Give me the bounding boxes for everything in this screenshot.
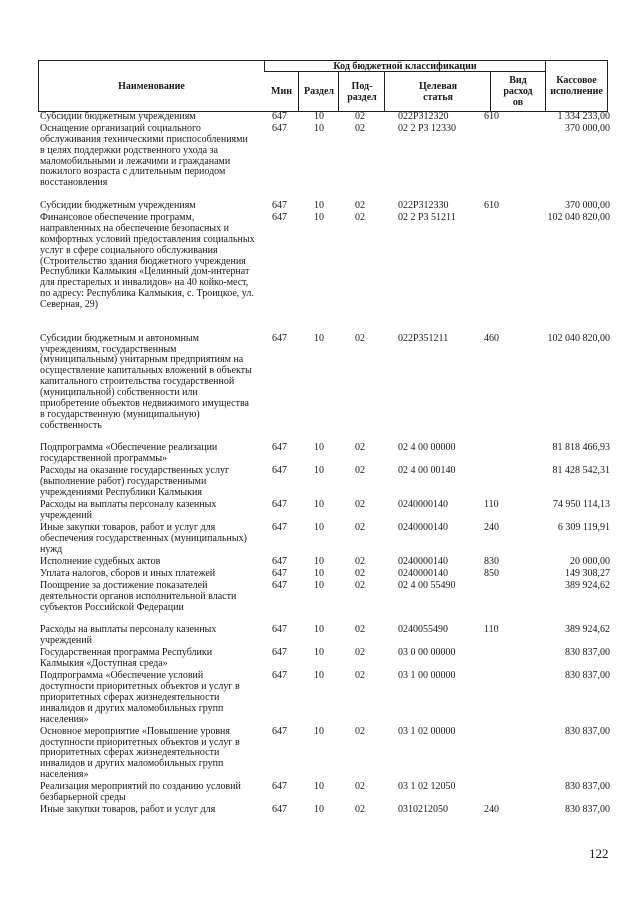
cell-stat: 0240000140 (398, 522, 448, 533)
table-row (40, 557, 610, 569)
cell-min: 647 (272, 555, 287, 567)
header-divider (384, 71, 385, 111)
table-row (40, 466, 610, 500)
cell-podrazdel: 02 (355, 624, 365, 636)
cell-podrazdel: 02 (355, 725, 365, 737)
cell-min: 647 (272, 781, 287, 793)
cell-amount: 102 040 820,00 (547, 212, 610, 224)
cell-podrazdel: 02 (355, 803, 365, 815)
cell-razdel: 10 (314, 725, 324, 737)
cell-amount: 370 000,00 (565, 123, 610, 135)
cell-razdel: 10 (314, 803, 324, 815)
cell-razdel: 10 (314, 111, 324, 122)
cell-stat: 03 1 00 00000 (398, 670, 456, 682)
row-name: Подпрограмма «Обеспечение реализации государственной программы» (40, 442, 218, 465)
cell-razdel: 10 (314, 123, 324, 135)
cell-razdel: 10 (314, 624, 324, 636)
row-name: Финансовое обеспечение программ, направленных на обеспечение безопасных и комфортных условий предоставления социальных услуг в сфере социального обслуживания (Строительство здания бюджетного учреждения Республики Калмыкия «Целинный дом-интернат для престарелых и инвалидов» на 40 койко-мест, по адресу: Республика Калмыкия, с. Троицкое, ул. Северная, 29) (40, 212, 255, 310)
cell-vid: 830 (484, 555, 499, 567)
cell-min: 647 (272, 567, 287, 579)
cell-podrazdel: 02 (355, 332, 365, 344)
cell-razdel: 10 (314, 670, 324, 682)
cell-vid: 460 (484, 332, 499, 344)
header-kassa: Кассовое исполнение (545, 61, 607, 111)
row-name: Иные закупки товаров, работ и услуг для (40, 803, 216, 815)
cell-vid: 850 (484, 567, 499, 579)
header-divider (298, 71, 299, 111)
cell-stat: 0240000140 (398, 555, 448, 567)
cell-podrazdel: 02 (355, 670, 365, 682)
cell-stat: 022Р312330 (398, 200, 449, 212)
cell-razdel: 10 (314, 579, 324, 591)
cell-razdel: 10 (314, 567, 324, 579)
row-name: Уплата налогов, сборов и иных платежей (40, 567, 216, 579)
cell-stat: 022Р312320 (398, 111, 449, 122)
cell-amount: 102 040 820,00 (547, 332, 610, 344)
cell-vid: 110 (484, 499, 499, 511)
cell-vid: 610 (484, 111, 499, 122)
cell-podrazdel: 02 (355, 499, 365, 511)
cell-min: 647 (272, 624, 287, 636)
cell-podrazdel: 02 (355, 522, 365, 533)
row-name: Иные закупки товаров, работ и услуг для обеспечения государственных (муниципальных) нужд (40, 522, 247, 555)
cell-razdel: 10 (314, 200, 324, 212)
cell-amount: 149 308,27 (565, 567, 610, 579)
header-stat: Целевая статья (418, 80, 458, 103)
cell-stat: 022Р351211 (398, 332, 449, 344)
cell-podrazdel: 02 (355, 579, 365, 591)
cell-amount: 74 950 114,13 (552, 499, 610, 511)
cell-min: 647 (272, 123, 287, 135)
row-name: Субсидии бюджетным и автономным учреждениям, государственным (муниципальным) унитарным предприятиям на осуществление капитальных вложений в объекты капитального строительства государственной (муниципальной) собственности или приобретение объектов недвижимого имущества в государственную (муниципальную) собственность (40, 332, 252, 431)
cell-min: 647 (272, 332, 287, 344)
cell-stat: 03 1 02 12050 (398, 781, 456, 793)
row-name: Субсидии бюджетным учреждениям (40, 200, 196, 212)
cell-stat: 02 2 Р3 12330 (398, 123, 457, 135)
cell-razdel: 10 (314, 499, 324, 511)
cell-stat: 02 2 Р3 51211 (398, 212, 456, 224)
cell-min: 647 (272, 725, 287, 737)
cell-stat: 0240055490 (398, 624, 448, 636)
cell-razdel: 10 (314, 442, 324, 454)
cell-min: 647 (272, 499, 287, 511)
row-name: Расходы на выплаты персоналу казенных учреждений (40, 499, 217, 521)
row-name: Субсидии бюджетным учреждениям (40, 111, 196, 122)
table-row (40, 443, 610, 466)
cell-podrazdel: 02 (355, 123, 365, 135)
cell-podrazdel: 02 (355, 647, 365, 659)
cell-min: 647 (272, 579, 287, 591)
cell-stat: 0310212050 (398, 803, 448, 815)
cell-amount: 20 000,00 (570, 555, 610, 567)
cell-podrazdel: 02 (355, 212, 365, 224)
row-name: Подпрограмма «Обеспечение условий доступности приоритетных объектов и услуг в приоритетных сферах жизнедеятельности инвалидов и других маломобильных групп населения» (40, 670, 240, 725)
table-row (40, 523, 610, 557)
cell-podrazdel: 02 (355, 111, 365, 122)
table-row (40, 334, 610, 444)
table-row (40, 782, 610, 805)
cell-amount: 830 837,00 (565, 647, 610, 659)
table-row (40, 671, 610, 726)
cell-podrazdel: 02 (355, 555, 365, 567)
cell-amount: 6 309 119,91 (557, 522, 610, 533)
row-name: Расходы на оказание государственных услуг (выполнение работ) государственными учреждениями Республики Калмыкия (40, 465, 230, 499)
cell-stat: 03 1 02 00000 (398, 725, 456, 737)
cell-amount: 1 334 233,00 (557, 111, 610, 122)
cell-stat: 0240000140 (398, 499, 448, 511)
cell-podrazdel: 02 (355, 442, 365, 454)
cell-razdel: 10 (314, 781, 324, 793)
header-divider (338, 71, 339, 111)
table-row (40, 648, 610, 671)
cell-stat: 03 0 00 00000 (398, 647, 456, 659)
cell-min: 647 (272, 442, 287, 454)
row-name: Поощрение за достижение показателей деятельности органов исполнительной власти субъектов Российской Федерации (40, 579, 237, 613)
table-body (40, 112, 610, 817)
cell-vid: 110 (484, 624, 499, 636)
cell-amount: 830 837,00 (565, 725, 610, 737)
cell-amount: 830 837,00 (565, 803, 610, 815)
header-name: Наименование (118, 80, 185, 92)
table-row (40, 581, 610, 626)
cell-stat: 02 4 00 00140 (398, 465, 456, 477)
row-name: Оснащение организаций социального обслуживания техническими приспособлениями в целях поддержки родственного ухода за маломобильными и лежачими и гражданами пожилого возраста с длительным периодом восстановления (40, 123, 248, 189)
cell-razdel: 10 (314, 647, 324, 659)
cell-podrazdel: 02 (355, 781, 365, 793)
row-name: Государственная программа Республики Калмыкия «Доступная среда» (40, 647, 213, 670)
cell-min: 647 (272, 522, 287, 533)
table-header (38, 60, 608, 112)
cell-razdel: 10 (314, 332, 324, 344)
cell-podrazdel: 02 (355, 567, 365, 579)
page-number: 122 (589, 846, 609, 861)
cell-vid: 610 (484, 200, 499, 212)
cell-min: 647 (272, 200, 287, 212)
cell-podrazdel: 02 (355, 465, 365, 477)
cell-stat: 02 4 00 00000 (398, 442, 456, 454)
cell-amount: 830 837,00 (565, 670, 610, 682)
cell-min: 647 (272, 670, 287, 682)
table-row (40, 500, 610, 523)
row-name: Исполнение судебных актов (40, 555, 161, 567)
cell-razdel: 10 (314, 522, 324, 533)
table-row (40, 625, 610, 648)
table-row (40, 727, 610, 782)
header-divider (490, 71, 491, 111)
cell-amount: 81 818 466,93 (552, 442, 610, 454)
cell-razdel: 10 (314, 465, 324, 477)
cell-min: 647 (272, 803, 287, 815)
cell-stat: 0240000140 (398, 567, 448, 579)
cell-razdel: 10 (314, 555, 324, 567)
row-name: Расходы на выплаты персоналу казенных учреждений (40, 624, 217, 647)
table-row (40, 213, 610, 334)
row-name: Основное мероприятие «Повышение уровня доступности приоритетных объектов и услуг в приоритетных сферах жизнедеятельности инвалидов и других маломобильных групп населения» (40, 725, 240, 781)
cell-min: 647 (272, 212, 287, 224)
header-vid: Вид расход ов (503, 75, 533, 108)
cell-vid: 240 (484, 522, 499, 533)
cell-min: 647 (272, 111, 287, 122)
header-group: Код бюджетной классификации (264, 61, 545, 72)
cell-stat: 02 4 00 55490 (398, 579, 456, 591)
table-row (40, 124, 610, 201)
header-min: Мин (271, 86, 292, 97)
cell-amount: 370 000,00 (565, 200, 610, 212)
header-podrazdel: Под- раздел (347, 80, 377, 103)
cell-razdel: 10 (314, 212, 324, 224)
table-row (40, 805, 610, 817)
cell-amount: 389 924,62 (565, 579, 610, 591)
header-razdel: Раздел (303, 86, 335, 97)
cell-amount: 389 924,62 (565, 624, 610, 636)
cell-vid: 240 (484, 803, 499, 815)
cell-amount: 830 837,00 (565, 781, 610, 793)
row-name: Реализация мероприятий по созданию условий безбарьерной среды (40, 781, 241, 803)
cell-amount: 81 428 542,31 (552, 465, 610, 477)
cell-min: 647 (272, 465, 287, 477)
cell-podrazdel: 02 (355, 200, 365, 212)
cell-min: 647 (272, 647, 287, 659)
